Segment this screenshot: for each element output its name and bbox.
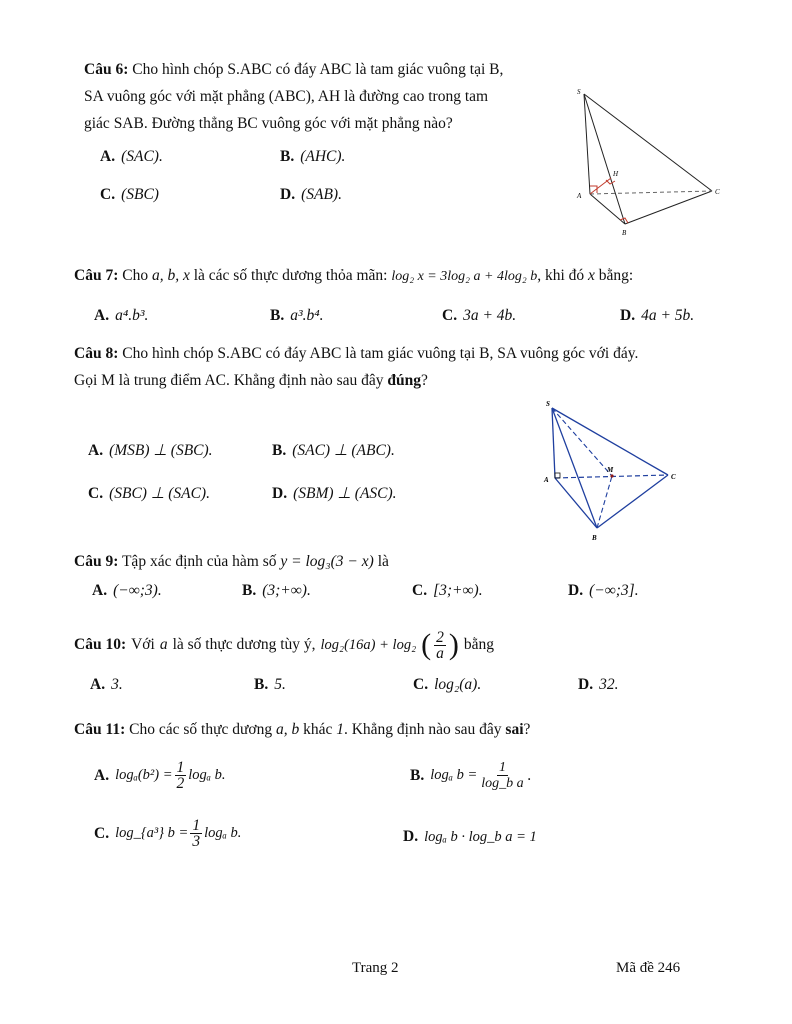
q11-end: ? (523, 721, 531, 738)
option-label: D. (568, 582, 584, 599)
question-10 (74, 623, 494, 667)
question-7 (74, 262, 633, 290)
q9-number: Câu 9: (74, 553, 119, 570)
q8-label-m: M (607, 466, 614, 474)
q6-label-h: H (613, 170, 619, 178)
q9-option-a[interactable] (92, 582, 162, 600)
q8-pyramid-figure (540, 398, 690, 544)
q8-label-c: C (671, 473, 676, 481)
q6-label-s: S (577, 88, 581, 96)
q10-number: Câu 10: (74, 636, 127, 653)
option-label: B. (280, 148, 295, 165)
q11-option-b[interactable] (410, 760, 532, 791)
option-left: log_{a³} b = (115, 825, 189, 841)
q10-paren-open: ( (421, 628, 432, 661)
q8-option-b[interactable] (272, 441, 395, 460)
option-label: B. (410, 766, 425, 784)
q6-option-b[interactable] (280, 148, 345, 166)
option-label: D. (620, 307, 636, 324)
option-label: C. (100, 186, 116, 203)
q10-fraction (434, 630, 446, 661)
q6-line2: SA vuông góc với mặt phẳng (ABC), AH là đường cao trong tam (84, 88, 489, 105)
q11-one: 1 (336, 721, 344, 738)
q6-option-d[interactable] (280, 186, 342, 204)
q11-number: Câu 11: (74, 721, 126, 738)
frac-denominator: 3 (192, 833, 201, 850)
page-number: Trang 2 (352, 960, 399, 976)
q11-option-c[interactable] (94, 818, 241, 849)
q8-label-s: S (546, 400, 550, 408)
q8-label-b: B (592, 534, 597, 542)
option-label: C. (94, 824, 110, 842)
q10-var: a (159, 636, 168, 653)
option-text: 32. (599, 676, 619, 693)
q7-vars: a, b, x (151, 267, 190, 284)
q6-pyramid-figure (570, 82, 730, 242)
option-label: A. (90, 676, 106, 693)
q10-option-a[interactable] (90, 676, 123, 694)
q11-text-a: Cho các số thực dương (129, 721, 273, 738)
q7-option-c[interactable] (442, 307, 516, 325)
frac-numerator: 1 (192, 817, 201, 834)
option-label: A. (88, 442, 104, 459)
option-text: log₂(a). (434, 676, 482, 693)
frac-numerator: 1 (498, 760, 506, 775)
q6-label-b: B (622, 229, 627, 237)
q9-function: y = log₃(3 − x) (280, 553, 374, 570)
option-text: a⁴.b³. (115, 307, 149, 324)
option-label: C. (413, 676, 429, 693)
option-left: logₐ b = (430, 767, 478, 783)
option-text: 3. (111, 676, 123, 693)
option-right: . (527, 766, 532, 784)
q9-option-c[interactable] (412, 582, 483, 600)
q6-label-c: C (715, 188, 720, 196)
q6-number: Câu 6: (84, 61, 129, 78)
option-label: C. (88, 485, 104, 502)
option-label: C. (412, 582, 428, 599)
option-label: D. (280, 186, 296, 203)
question-6 (84, 56, 564, 137)
q8-label-a: A (544, 476, 549, 484)
question-11 (74, 716, 530, 743)
question-8 (74, 340, 734, 394)
q8-end: ? (421, 372, 428, 389)
option-fraction (190, 818, 202, 849)
option-text: a³.b⁴. (290, 307, 324, 324)
option-text: 3a + 4b. (463, 307, 517, 324)
option-text: logₐ b · log_b a = 1 (424, 829, 537, 845)
q8-bold: đúng (387, 372, 422, 389)
q7-var-x: x (588, 267, 595, 284)
option-label: A. (94, 307, 110, 324)
q10-option-c[interactable] (413, 676, 481, 694)
option-text: (3;+∞). (262, 582, 311, 599)
q10-text-c: bằng (463, 636, 495, 653)
q8-line1 (74, 340, 734, 367)
q7-option-d[interactable] (620, 307, 694, 325)
option-label: B. (270, 307, 285, 324)
option-label: B. (272, 442, 287, 459)
frac-denominator: a (436, 644, 444, 662)
frac-numerator: 2 (436, 628, 444, 646)
q10-text-b: là số thực dương tùy ý, (172, 636, 316, 653)
option-text: (SBM) ⊥ (ASC). (293, 485, 397, 502)
option-text: (SAB). (301, 186, 342, 203)
option-text: (SAC) ⊥ (ABC). (292, 442, 395, 459)
option-label: D. (403, 828, 419, 845)
option-label: B. (242, 582, 257, 599)
q10-option-b[interactable] (254, 676, 286, 694)
q8-option-c[interactable] (88, 484, 210, 503)
q10-option-d[interactable] (578, 676, 618, 694)
option-fraction (175, 760, 187, 791)
exam-code: Mã đề 246 (616, 960, 681, 976)
q11-bold: sai (505, 721, 524, 738)
option-text: 4a + 5b. (641, 307, 695, 324)
option-label: A. (100, 148, 116, 165)
q8-option-a[interactable] (88, 441, 213, 460)
q9-option-d[interactable] (568, 582, 639, 600)
q6-text-1: Cho hình chóp S.ABC có đáy ABC là tam giác vuông tại B, (132, 61, 504, 78)
frac-denominator: 2 (176, 775, 185, 792)
q6-line1 (84, 56, 564, 83)
q7-text-c: , khi đó (537, 267, 585, 284)
option-text: (−∞;3]. (589, 582, 639, 599)
q11-option-d[interactable] (403, 828, 537, 846)
option-label: C. (442, 307, 458, 324)
option-label: A. (94, 766, 110, 784)
q7-option-a[interactable] (94, 307, 148, 325)
q7-number: Câu 7: (74, 267, 119, 284)
q10-expression: log₂(16a) + log₂ (320, 636, 417, 653)
q7-option-b[interactable] (270, 307, 324, 325)
q7-text-a: Cho (122, 267, 149, 284)
option-label: D. (272, 485, 288, 502)
q8-number: Câu 8: (74, 345, 119, 362)
option-label: B. (254, 676, 269, 693)
q11-vars: a, b (275, 721, 300, 738)
question-9 (74, 548, 389, 575)
q10-text-a: Với (131, 636, 155, 653)
option-label: D. (578, 676, 594, 693)
q11-text-b: khác (303, 721, 333, 738)
option-right: logₐ b. (204, 825, 242, 841)
option-text: (SAC). (121, 148, 163, 165)
option-label: A. (92, 582, 108, 599)
q6-line3: giác SAB. Đường thẳng BC vuông góc với mặt phẳng nào? (84, 115, 453, 132)
frac-numerator: 1 (176, 759, 185, 776)
option-text: (SBC) ⊥ (SAC). (109, 485, 210, 502)
option-text: [3;+∞). (433, 582, 483, 599)
option-text: (SBC) (121, 186, 159, 203)
option-left: logₐ(b²) = (115, 767, 173, 783)
q6-option-c[interactable] (100, 186, 159, 204)
q7-equation: log₂ x = 3log₂ a + 4log₂ b (391, 269, 538, 284)
q10-paren-close: ) (448, 628, 459, 661)
option-text: (−∞;3). (113, 582, 162, 599)
q9-text: Tập xác định của hàm số (121, 553, 277, 570)
option-text: 5. (274, 676, 286, 693)
q6-label-a: A (577, 192, 582, 200)
q9-option-b[interactable] (242, 582, 311, 600)
q6-option-a[interactable] (100, 148, 163, 166)
option-text: (MSB) ⊥ (SBC). (109, 442, 213, 459)
q7-text-b: là các số thực dương thỏa mãn: (193, 267, 388, 284)
option-right: logₐ b. (188, 767, 226, 783)
q11-option-a[interactable] (94, 760, 226, 791)
q11-text-c: . Khẳng định nào sau đây (343, 721, 502, 738)
q8-text-1: Cho hình chóp S.ABC có đáy ABC là tam giác vuông tại B, SA vuông góc với đáy. (122, 345, 639, 362)
q9-end: là (377, 553, 389, 570)
q8-option-d[interactable] (272, 484, 397, 503)
q8-text-2: Gọi M là trung điểm AC. Khẳng định nào sau đây (74, 372, 384, 389)
q8-line2 (74, 367, 734, 394)
option-text: (AHC). (300, 148, 346, 165)
q7-text-d: bằng: (598, 267, 634, 284)
frac-denominator: log_b a (481, 776, 524, 791)
option-fraction (479, 760, 525, 791)
